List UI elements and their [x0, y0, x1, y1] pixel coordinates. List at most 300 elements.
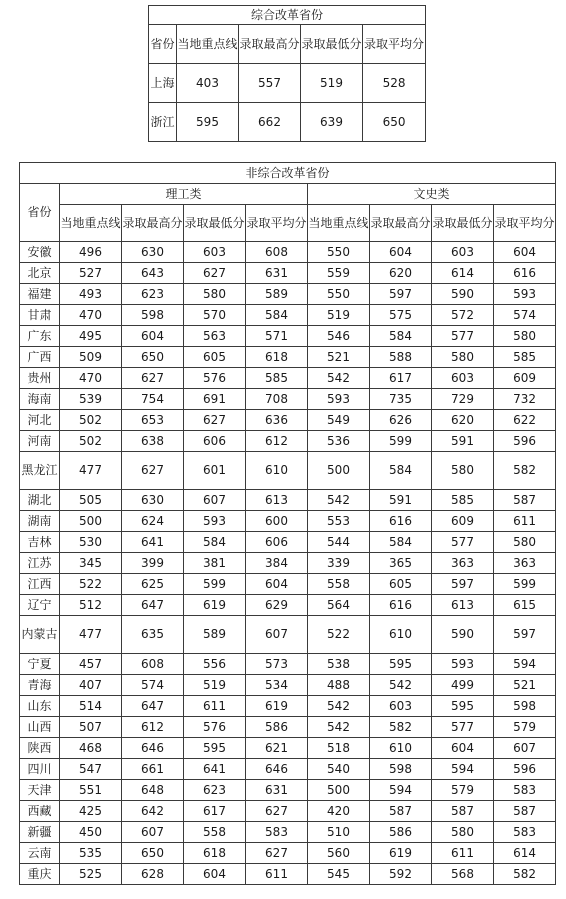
score-cell: 607 — [494, 738, 556, 759]
score-cell: 499 — [432, 675, 494, 696]
score-cell: 603 — [370, 696, 432, 717]
score-cell: 582 — [494, 864, 556, 885]
score-cell: 732 — [494, 389, 556, 410]
score-cell: 399 — [122, 553, 184, 574]
score-cell: 627 — [184, 263, 246, 284]
score-cell: 641 — [184, 759, 246, 780]
province-cell: 广东 — [20, 326, 60, 347]
table-row — [20, 696, 556, 717]
score-cell: 623 — [122, 284, 184, 305]
province-cell: 辽宁 — [20, 595, 60, 616]
header-key-line: 当地重点线 — [177, 25, 239, 64]
score-cell: 574 — [122, 675, 184, 696]
score-cell: 493 — [60, 284, 122, 305]
score-cell: 575 — [370, 305, 432, 326]
table-row — [20, 284, 556, 305]
score-cell: 547 — [60, 759, 122, 780]
score-cell: 522 — [60, 574, 122, 595]
province-cell: 重庆 — [20, 864, 60, 885]
score-cell: 568 — [432, 864, 494, 885]
score-cell: 525 — [60, 864, 122, 885]
score-cell: 425 — [60, 801, 122, 822]
province-cell: 内蒙古 — [20, 616, 60, 654]
score-cell: 550 — [308, 242, 370, 263]
score-cell: 626 — [370, 410, 432, 431]
score-cell: 502 — [60, 431, 122, 452]
score-cell: 609 — [432, 511, 494, 532]
non-reform-table-title: 非综合改革省份 — [20, 163, 556, 184]
score-cell: 591 — [370, 490, 432, 511]
score-cell: 606 — [184, 431, 246, 452]
score-cell: 625 — [122, 574, 184, 595]
province-cell: 湖南 — [20, 511, 60, 532]
score-cell: 613 — [432, 595, 494, 616]
province-cell: 四川 — [20, 759, 60, 780]
table-row — [20, 431, 556, 452]
province-cell: 广西 — [20, 347, 60, 368]
score-cell: 580 — [432, 822, 494, 843]
header-province: 省份 — [149, 25, 177, 64]
province-cell: 陕西 — [20, 738, 60, 759]
score-cell: 593 — [184, 511, 246, 532]
score-cell: 642 — [122, 801, 184, 822]
score-cell: 521 — [308, 347, 370, 368]
score-cell: 592 — [370, 864, 432, 885]
score-cell: 616 — [494, 263, 556, 284]
score-cell: 593 — [494, 284, 556, 305]
score-cell: 603 — [432, 242, 494, 263]
score-cell: 620 — [370, 263, 432, 284]
score-cell: 617 — [184, 801, 246, 822]
table-row — [20, 822, 556, 843]
table-row — [20, 368, 556, 389]
score-cell: 577 — [432, 532, 494, 553]
score-cell: 628 — [122, 864, 184, 885]
score-cell: 560 — [308, 843, 370, 864]
score-cell: 558 — [184, 822, 246, 843]
score-cell: 530 — [60, 532, 122, 553]
score-cell: 496 — [60, 242, 122, 263]
score-cell: 638 — [122, 431, 184, 452]
score-cell: 641 — [122, 532, 184, 553]
score-cell: 619 — [370, 843, 432, 864]
non-reform-provinces-table — [19, 162, 556, 885]
score-cell: 650 — [122, 843, 184, 864]
score-cell: 598 — [370, 759, 432, 780]
score-cell: 582 — [494, 452, 556, 490]
score-cell: 615 — [494, 595, 556, 616]
score-cell: 607 — [246, 616, 308, 654]
header-avg-score: 录取平均分 — [363, 25, 426, 64]
score-cell: 576 — [184, 368, 246, 389]
score-cell: 604 — [246, 574, 308, 595]
score-cell: 519 — [301, 64, 363, 103]
score-cell: 603 — [184, 242, 246, 263]
score-cell: 610 — [370, 738, 432, 759]
score-cell: 536 — [308, 431, 370, 452]
score-cell: 589 — [246, 284, 308, 305]
header-province: 省份 — [20, 184, 60, 242]
score-cell: 583 — [246, 822, 308, 843]
province-cell: 江苏 — [20, 553, 60, 574]
table-row — [20, 574, 556, 595]
score-cell: 407 — [60, 675, 122, 696]
score-cell: 611 — [494, 511, 556, 532]
province-cell: 山东 — [20, 696, 60, 717]
score-cell: 577 — [432, 717, 494, 738]
score-cell: 612 — [122, 717, 184, 738]
score-cell: 542 — [308, 490, 370, 511]
score-cell: 580 — [494, 532, 556, 553]
score-cell: 627 — [246, 843, 308, 864]
score-cell: 558 — [308, 574, 370, 595]
header-max-score: 录取最高分 — [239, 25, 301, 64]
score-cell: 381 — [184, 553, 246, 574]
header-arts-max-score: 录取最高分 — [370, 205, 432, 242]
score-cell: 607 — [122, 822, 184, 843]
table-row — [20, 780, 556, 801]
score-cell: 510 — [308, 822, 370, 843]
score-cell: 604 — [122, 326, 184, 347]
score-cell: 339 — [308, 553, 370, 574]
score-cell: 611 — [432, 843, 494, 864]
score-cell: 545 — [308, 864, 370, 885]
header-arts-avg-score: 录取平均分 — [494, 205, 556, 242]
score-cell: 616 — [370, 595, 432, 616]
score-cell: 584 — [370, 326, 432, 347]
score-cell: 553 — [308, 511, 370, 532]
score-cell: 595 — [370, 654, 432, 675]
score-cell: 580 — [432, 347, 494, 368]
score-cell: 594 — [432, 759, 494, 780]
score-cell: 599 — [184, 574, 246, 595]
table-row — [20, 326, 556, 347]
score-cell: 588 — [370, 347, 432, 368]
score-cell: 549 — [308, 410, 370, 431]
score-cell: 587 — [494, 801, 556, 822]
table-row — [20, 305, 556, 326]
score-cell: 495 — [60, 326, 122, 347]
score-cell: 587 — [370, 801, 432, 822]
score-cell: 653 — [122, 410, 184, 431]
score-cell: 600 — [246, 511, 308, 532]
score-cell: 618 — [184, 843, 246, 864]
table-row — [20, 242, 556, 263]
score-cell: 735 — [370, 389, 432, 410]
score-cell: 627 — [122, 368, 184, 389]
score-cell: 595 — [432, 696, 494, 717]
province-cell: 青海 — [20, 675, 60, 696]
score-cell: 647 — [122, 595, 184, 616]
score-cell: 589 — [184, 616, 246, 654]
score-cell: 646 — [122, 738, 184, 759]
score-cell: 500 — [308, 452, 370, 490]
score-cell: 579 — [432, 780, 494, 801]
score-cell: 662 — [239, 103, 301, 142]
score-cell: 650 — [122, 347, 184, 368]
score-cell: 586 — [370, 822, 432, 843]
table-row — [20, 452, 556, 490]
province-cell: 西藏 — [20, 801, 60, 822]
score-cell: 599 — [370, 431, 432, 452]
score-cell: 538 — [308, 654, 370, 675]
score-cell: 619 — [184, 595, 246, 616]
score-cell: 606 — [246, 532, 308, 553]
reform-provinces-table — [148, 5, 426, 142]
province-cell: 江西 — [20, 574, 60, 595]
score-cell: 564 — [308, 595, 370, 616]
score-cell: 624 — [122, 511, 184, 532]
score-cell: 590 — [432, 284, 494, 305]
score-cell: 614 — [432, 263, 494, 284]
table-row — [20, 864, 556, 885]
table-row — [20, 675, 556, 696]
score-cell: 521 — [494, 675, 556, 696]
score-cell: 507 — [60, 717, 122, 738]
score-cell: 708 — [246, 389, 308, 410]
score-cell: 618 — [246, 347, 308, 368]
province-cell: 天津 — [20, 780, 60, 801]
score-cell: 593 — [308, 389, 370, 410]
score-cell: 573 — [246, 654, 308, 675]
table-row — [20, 595, 556, 616]
score-cell: 613 — [246, 490, 308, 511]
score-cell: 584 — [246, 305, 308, 326]
table-row — [20, 717, 556, 738]
score-cell: 595 — [184, 738, 246, 759]
score-cell: 599 — [494, 574, 556, 595]
table-row — [20, 389, 556, 410]
score-cell: 648 — [122, 780, 184, 801]
score-cell: 505 — [60, 490, 122, 511]
score-cell: 586 — [246, 717, 308, 738]
score-cell: 612 — [246, 431, 308, 452]
header-science-min-score: 录取最低分 — [184, 205, 246, 242]
header-science-max-score: 录取最高分 — [122, 205, 184, 242]
province-cell: 安徽 — [20, 242, 60, 263]
table-row — [20, 843, 556, 864]
score-cell: 457 — [60, 654, 122, 675]
score-cell: 550 — [308, 284, 370, 305]
score-cell: 611 — [184, 696, 246, 717]
header-arts-key-line: 当地重点线 — [308, 205, 370, 242]
score-cell: 584 — [184, 532, 246, 553]
score-cell: 572 — [432, 305, 494, 326]
table-row — [20, 410, 556, 431]
score-cell: 647 — [122, 696, 184, 717]
table-row — [20, 801, 556, 822]
province-cell: 甘肃 — [20, 305, 60, 326]
province-cell: 福建 — [20, 284, 60, 305]
score-cell: 539 — [60, 389, 122, 410]
score-cell: 591 — [432, 431, 494, 452]
score-cell: 635 — [122, 616, 184, 654]
score-cell: 583 — [494, 780, 556, 801]
score-cell: 542 — [308, 368, 370, 389]
header-min-score: 录取最低分 — [301, 25, 363, 64]
score-cell: 563 — [184, 326, 246, 347]
score-cell: 595 — [177, 103, 239, 142]
table-row — [20, 347, 556, 368]
score-cell: 519 — [184, 675, 246, 696]
score-cell: 488 — [308, 675, 370, 696]
score-cell: 468 — [60, 738, 122, 759]
score-cell: 594 — [494, 654, 556, 675]
score-cell: 630 — [122, 242, 184, 263]
score-cell: 604 — [370, 242, 432, 263]
table-row — [20, 263, 556, 284]
score-cell: 576 — [184, 717, 246, 738]
score-cell: 528 — [363, 64, 426, 103]
score-cell: 636 — [246, 410, 308, 431]
score-cell: 570 — [184, 305, 246, 326]
score-cell: 594 — [370, 780, 432, 801]
score-cell: 582 — [370, 717, 432, 738]
score-cell: 585 — [246, 368, 308, 389]
score-cell: 597 — [494, 616, 556, 654]
score-cell: 557 — [239, 64, 301, 103]
score-cell: 583 — [494, 822, 556, 843]
score-cell: 363 — [494, 553, 556, 574]
score-cell: 514 — [60, 696, 122, 717]
province-cell: 云南 — [20, 843, 60, 864]
table-row — [20, 654, 556, 675]
score-cell: 477 — [60, 452, 122, 490]
score-cell: 522 — [308, 616, 370, 654]
score-cell: 598 — [494, 696, 556, 717]
province-cell: 上海 — [149, 64, 177, 103]
score-cell: 587 — [432, 801, 494, 822]
score-cell: 729 — [432, 389, 494, 410]
score-cell: 617 — [370, 368, 432, 389]
score-cell: 518 — [308, 738, 370, 759]
score-cell: 603 — [432, 368, 494, 389]
table-row — [20, 616, 556, 654]
province-cell: 河南 — [20, 431, 60, 452]
score-cell: 527 — [60, 263, 122, 284]
score-cell: 622 — [494, 410, 556, 431]
score-cell: 470 — [60, 305, 122, 326]
score-cell: 621 — [246, 738, 308, 759]
table-row — [149, 103, 426, 142]
header-science-group: 理工类 — [60, 184, 308, 205]
score-cell: 470 — [60, 368, 122, 389]
score-cell: 365 — [370, 553, 432, 574]
score-cell: 604 — [432, 738, 494, 759]
score-cell: 584 — [370, 532, 432, 553]
table-row — [149, 64, 426, 103]
score-cell: 630 — [122, 490, 184, 511]
score-cell: 450 — [60, 822, 122, 843]
score-cell: 754 — [122, 389, 184, 410]
score-cell: 631 — [246, 263, 308, 284]
table-row — [20, 511, 556, 532]
score-cell: 627 — [122, 452, 184, 490]
score-cell: 605 — [370, 574, 432, 595]
reform-table-title: 综合改革省份 — [149, 6, 426, 25]
score-cell: 593 — [432, 654, 494, 675]
score-cell: 551 — [60, 780, 122, 801]
province-cell: 山西 — [20, 717, 60, 738]
score-cell: 639 — [301, 103, 363, 142]
score-cell: 616 — [370, 511, 432, 532]
province-cell: 贵州 — [20, 368, 60, 389]
score-cell: 580 — [494, 326, 556, 347]
score-cell: 646 — [246, 759, 308, 780]
province-cell: 湖北 — [20, 490, 60, 511]
score-cell: 611 — [246, 864, 308, 885]
score-cell: 605 — [184, 347, 246, 368]
province-cell: 黑龙江 — [20, 452, 60, 490]
score-cell: 619 — [246, 696, 308, 717]
score-cell: 661 — [122, 759, 184, 780]
score-cell: 574 — [494, 305, 556, 326]
score-cell: 643 — [122, 263, 184, 284]
score-cell: 627 — [184, 410, 246, 431]
score-cell: 403 — [177, 64, 239, 103]
score-cell: 420 — [308, 801, 370, 822]
score-cell: 580 — [184, 284, 246, 305]
score-cell: 608 — [246, 242, 308, 263]
table-row — [20, 738, 556, 759]
score-cell: 546 — [308, 326, 370, 347]
score-cell: 597 — [370, 284, 432, 305]
score-cell: 512 — [60, 595, 122, 616]
score-cell: 610 — [246, 452, 308, 490]
score-cell: 587 — [494, 490, 556, 511]
score-cell: 534 — [246, 675, 308, 696]
province-cell: 浙江 — [149, 103, 177, 142]
score-cell: 556 — [184, 654, 246, 675]
score-cell: 609 — [494, 368, 556, 389]
province-cell: 北京 — [20, 263, 60, 284]
score-cell: 502 — [60, 410, 122, 431]
table-row — [20, 490, 556, 511]
header-arts-min-score: 录取最低分 — [432, 205, 494, 242]
province-cell: 海南 — [20, 389, 60, 410]
score-cell: 345 — [60, 553, 122, 574]
score-cell: 544 — [308, 532, 370, 553]
header-arts-group: 文史类 — [308, 184, 556, 205]
score-cell: 535 — [60, 843, 122, 864]
score-cell: 363 — [432, 553, 494, 574]
score-cell: 577 — [432, 326, 494, 347]
score-cell: 590 — [432, 616, 494, 654]
score-cell: 601 — [184, 452, 246, 490]
score-cell: 384 — [246, 553, 308, 574]
score-cell: 598 — [122, 305, 184, 326]
score-cell: 597 — [432, 574, 494, 595]
header-science-avg-score: 录取平均分 — [246, 205, 308, 242]
table-row — [20, 759, 556, 780]
score-cell: 620 — [432, 410, 494, 431]
score-cell: 691 — [184, 389, 246, 410]
score-cell: 579 — [494, 717, 556, 738]
score-cell: 585 — [432, 490, 494, 511]
province-cell: 新疆 — [20, 822, 60, 843]
province-cell: 宁夏 — [20, 654, 60, 675]
score-cell: 519 — [308, 305, 370, 326]
score-cell: 623 — [184, 780, 246, 801]
score-cell: 571 — [246, 326, 308, 347]
score-cell: 629 — [246, 595, 308, 616]
score-cell: 608 — [122, 654, 184, 675]
score-cell: 610 — [370, 616, 432, 654]
score-cell: 650 — [363, 103, 426, 142]
score-cell: 585 — [494, 347, 556, 368]
header-science-key-line: 当地重点线 — [60, 205, 122, 242]
score-cell: 500 — [308, 780, 370, 801]
